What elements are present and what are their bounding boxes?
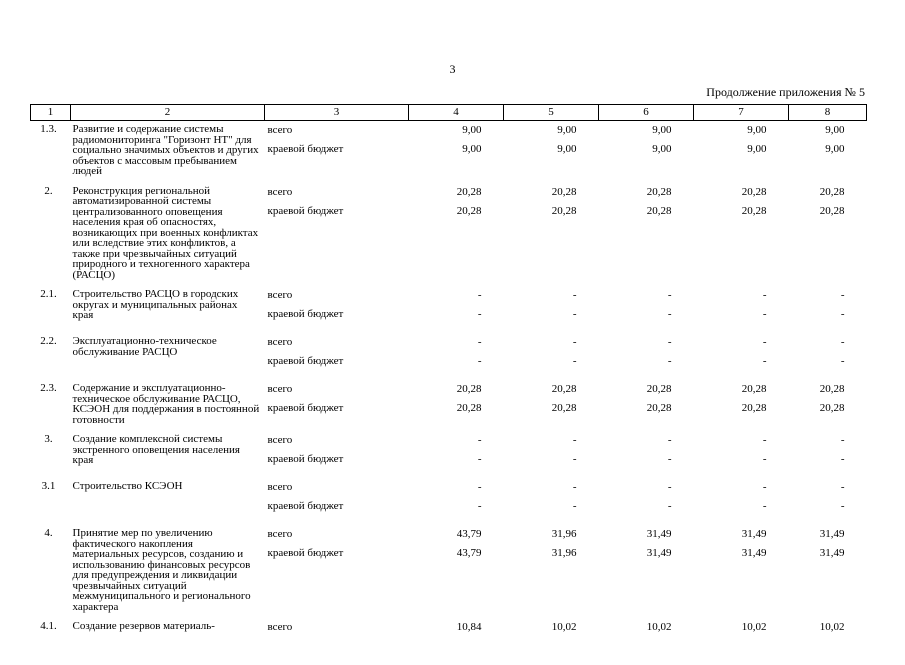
source-total: всего: [267, 434, 293, 446]
source-total: всего: [267, 621, 293, 633]
table-row: [31, 286, 867, 333]
value-cell: [694, 618, 789, 665]
value-cell: [599, 380, 694, 431]
row-number: 3.1: [41, 480, 56, 492]
row-number: 2.1.: [40, 288, 57, 300]
header-cell: 7: [694, 105, 789, 121]
continuation-caption: Продолжение приложения № 5: [706, 85, 865, 99]
value-cell: [694, 333, 789, 380]
value-regional-budget: -: [840, 308, 845, 320]
header-cell: 6: [599, 105, 694, 121]
row-number: 3.: [44, 433, 53, 445]
row-title: Содержание и эксплуатационно-техническое обслуживание РАСЦО, КСЭОН для поддержания в постоянной готовности: [72, 382, 260, 426]
value-regional-budget: -: [572, 355, 577, 367]
value-cell: [789, 121, 867, 183]
value-cell: [504, 618, 599, 665]
funding-source-cell: [265, 431, 409, 478]
value-regional-budget: [789, 640, 845, 659]
value-regional-budget: -: [572, 308, 577, 320]
value-total: -: [572, 336, 577, 348]
value-cell: [599, 333, 694, 380]
value-regional-budget: [694, 640, 767, 659]
value-regional-budget: 20,28: [456, 204, 482, 217]
row-title: Принятие мер по увеличению фактического накопления материальных ресурсов, созданию и использованию финансовых ресурсов для предупреждения и ликвидации чрезвычайных ситуаций межмуниципального и регионального характера: [72, 527, 251, 613]
source-regional-budget: краевой бюджет: [267, 355, 344, 367]
value-regional-budget: 9,00: [652, 143, 672, 155]
value-cell: [694, 525, 789, 618]
value-total: -: [840, 481, 845, 493]
table-row: [31, 478, 867, 525]
funding-source-cell: [265, 525, 409, 618]
value-total: 20,28: [551, 383, 577, 395]
value-cell: [789, 431, 867, 478]
value-total: -: [840, 434, 845, 446]
value-total: 20,28: [741, 185, 767, 198]
value-total: 31,49: [741, 528, 767, 540]
source-regional-budget: краевой бюджет: [267, 402, 344, 414]
value-total: 20,28: [741, 383, 767, 395]
funding-source-cell: [265, 333, 409, 380]
value-regional-budget: 20,28: [456, 402, 482, 414]
row-number: 2.2.: [40, 335, 57, 347]
value-regional-budget: -: [667, 500, 672, 512]
header-cell: 5: [504, 105, 599, 121]
financing-table: [30, 104, 867, 665]
value-regional-budget: 20,28: [646, 204, 672, 217]
row-title: Эксплуатационно-техническое обслуживание РАСЦО: [72, 335, 217, 358]
funding-source-cell: [265, 618, 409, 665]
header-cell: 2: [71, 105, 265, 121]
value-total: 10,02: [551, 621, 577, 633]
funding-source-cell: [265, 380, 409, 431]
source-regional-budget: краевой бюджет: [267, 204, 344, 217]
value-cell: [504, 525, 599, 618]
row-number: 2.: [44, 184, 53, 197]
value-regional-budget: 9,00: [557, 143, 577, 155]
row-number: 1.3.: [40, 123, 57, 135]
value-cell: [789, 525, 867, 618]
value-cell: [694, 286, 789, 333]
table-row: [31, 525, 867, 618]
value-total: -: [572, 289, 577, 301]
page-number: 3: [449, 62, 456, 76]
row-number: 4.1.: [40, 620, 57, 632]
value-total: 10,02: [741, 621, 767, 633]
header-cell: 3: [265, 105, 409, 121]
value-regional-budget: -: [840, 500, 845, 512]
value-total: -: [667, 336, 672, 348]
funding-source-cell: [265, 183, 409, 287]
value-cell: [599, 478, 694, 525]
value-cell: [789, 380, 867, 431]
value-regional-budget: -: [477, 355, 482, 367]
source-regional-budget: краевой бюджет: [267, 143, 344, 155]
table-row: [31, 431, 867, 478]
value-cell: [409, 478, 504, 525]
value-total: 31,49: [646, 528, 672, 540]
value-total: 43,79: [456, 528, 482, 540]
value-regional-budget: 20,28: [819, 402, 845, 414]
value-total: 9,00: [462, 124, 482, 136]
value-total: -: [762, 336, 767, 348]
value-cell: [599, 525, 694, 618]
value-total: -: [762, 481, 767, 493]
value-cell: [409, 183, 504, 287]
header-row: [31, 105, 867, 121]
value-regional-budget: 9,00: [462, 143, 482, 155]
source-regional-budget: краевой бюджет: [267, 547, 344, 559]
value-total: 9,00: [557, 124, 577, 136]
source-regional-budget: краевой бюджет: [267, 453, 344, 465]
value-total: -: [840, 336, 845, 348]
value-regional-budget: -: [762, 453, 767, 465]
row-title: Развитие и содержание системы радиомониторинга "Горизонт НТ" для социально значимых объектов и других объектов с массовым пребыванием людей: [72, 123, 259, 177]
value-cell: [694, 431, 789, 478]
source-total: всего: [267, 124, 293, 136]
value-total: -: [477, 481, 482, 493]
value-cell: [409, 333, 504, 380]
value-cell: [504, 431, 599, 478]
value-cell: [599, 183, 694, 287]
value-cell: [409, 121, 504, 183]
value-cell: [694, 478, 789, 525]
value-total: -: [840, 289, 845, 301]
value-total: 10,84: [456, 621, 482, 633]
value-total: 20,28: [646, 185, 672, 198]
value-total: -: [762, 289, 767, 301]
value-regional-budget: -: [667, 355, 672, 367]
value-cell: [789, 286, 867, 333]
value-total: 9,00: [825, 124, 845, 136]
value-cell: [599, 431, 694, 478]
value-total: 31,49: [819, 528, 845, 540]
value-regional-budget: 20,28: [551, 402, 577, 414]
value-total: -: [667, 289, 672, 301]
value-regional-budget: -: [477, 453, 482, 465]
value-regional-budget: 20,28: [551, 204, 577, 217]
value-regional-budget: 9,00: [825, 143, 845, 155]
value-cell: [504, 380, 599, 431]
value-total: 9,00: [747, 124, 767, 136]
value-regional-budget: 20,28: [741, 402, 767, 414]
source-total: всего: [267, 383, 293, 395]
value-cell: [409, 618, 504, 665]
value-cell: [504, 478, 599, 525]
value-cell: [789, 478, 867, 525]
value-cell: [504, 121, 599, 183]
value-total: 20,28: [551, 185, 577, 198]
value-regional-budget: 20,28: [819, 204, 845, 217]
value-regional-budget: -: [572, 453, 577, 465]
value-cell: [409, 525, 504, 618]
value-cell: [789, 618, 867, 665]
value-cell: [599, 618, 694, 665]
value-regional-budget: 20,28: [741, 204, 767, 217]
value-total: 20,28: [819, 383, 845, 395]
source-total: всего: [267, 481, 293, 493]
value-total: 20,28: [456, 185, 482, 198]
header-cell: 1: [31, 105, 71, 121]
value-regional-budget: 31,96: [551, 547, 577, 559]
value-regional-budget: [409, 640, 482, 659]
source-total: всего: [267, 185, 293, 198]
value-total: -: [477, 434, 482, 446]
source-regional-budget: краевой бюджет: [267, 308, 344, 320]
value-regional-budget: 31,49: [646, 547, 672, 559]
row-number: 2.3.: [40, 382, 57, 394]
header-cell: 4: [409, 105, 504, 121]
value-regional-budget: 31,49: [741, 547, 767, 559]
value-total: -: [667, 481, 672, 493]
value-regional-budget: -: [762, 355, 767, 367]
value-regional-budget: 43,79: [456, 547, 482, 559]
value-total: -: [762, 434, 767, 446]
value-cell: [789, 333, 867, 380]
value-regional-budget: [504, 640, 577, 659]
value-cell: [694, 380, 789, 431]
value-total: 9,00: [652, 124, 672, 136]
value-regional-budget: -: [762, 500, 767, 512]
table-row: [31, 618, 867, 665]
value-cell: [409, 380, 504, 431]
table-row: [31, 333, 867, 380]
value-cell: [504, 286, 599, 333]
value-cell: [409, 286, 504, 333]
value-cell: [504, 183, 599, 287]
value-regional-budget: -: [477, 308, 482, 320]
value-total: 20,28: [646, 383, 672, 395]
value-total: -: [572, 481, 577, 493]
value-total: -: [572, 434, 577, 446]
value-cell: [599, 121, 694, 183]
source-total: всего: [267, 289, 293, 301]
source-total: всего: [267, 528, 293, 540]
value-cell: [409, 431, 504, 478]
value-total: 10,02: [646, 621, 672, 633]
funding-source-cell: [265, 478, 409, 525]
value-total: -: [477, 336, 482, 348]
value-total: 10,02: [819, 621, 845, 633]
source-total: всего: [267, 336, 293, 348]
value-cell: [599, 286, 694, 333]
value-regional-budget: 31,49: [819, 547, 845, 559]
row-title: Строительство КСЭОН: [72, 480, 183, 492]
value-total: 20,28: [456, 383, 482, 395]
value-total: 20,28: [819, 185, 845, 198]
header-cell: 8: [789, 105, 867, 121]
value-cell: [504, 333, 599, 380]
value-regional-budget: -: [477, 500, 482, 512]
value-total: -: [477, 289, 482, 301]
funding-source-cell: [265, 121, 409, 183]
value-total: -: [667, 434, 672, 446]
row-title: Реконструкция региональной автоматизированной системы централизованного оповещения населения края об опасностях, возникающих при военных конфликтах или вследствие этих конфликтов, а также при чрезвычайных ситуаций природного и техногенного характера (РАСЦО): [72, 184, 259, 281]
row-title: Строительство РАСЦО в городских округах и муниципальных районах края: [72, 288, 239, 321]
row-title: Создание комплексной системы экстренного оповещения населения края: [72, 433, 240, 466]
table-row: [31, 380, 867, 431]
value-cell: [789, 183, 867, 287]
value-cell: [694, 183, 789, 287]
value-regional-budget: -: [762, 308, 767, 320]
value-regional-budget: -: [667, 453, 672, 465]
row-number: 4.: [44, 527, 53, 539]
value-regional-budget: -: [840, 453, 845, 465]
value-regional-budget: -: [667, 308, 672, 320]
value-total: 31,96: [551, 528, 577, 540]
value-regional-budget: [599, 640, 672, 659]
funding-source-cell: [265, 286, 409, 333]
value-regional-budget: 20,28: [646, 402, 672, 414]
table-row: [31, 121, 867, 183]
source-regional-budget: краевой бюджет: [267, 500, 344, 512]
value-regional-budget: -: [840, 355, 845, 367]
value-regional-budget: -: [572, 500, 577, 512]
row-title: Создание резервов материаль-: [72, 620, 215, 632]
value-cell: [694, 121, 789, 183]
value-regional-budget: 9,00: [747, 143, 767, 155]
table-row: [31, 183, 867, 287]
source-regional-budget: [268, 640, 409, 659]
